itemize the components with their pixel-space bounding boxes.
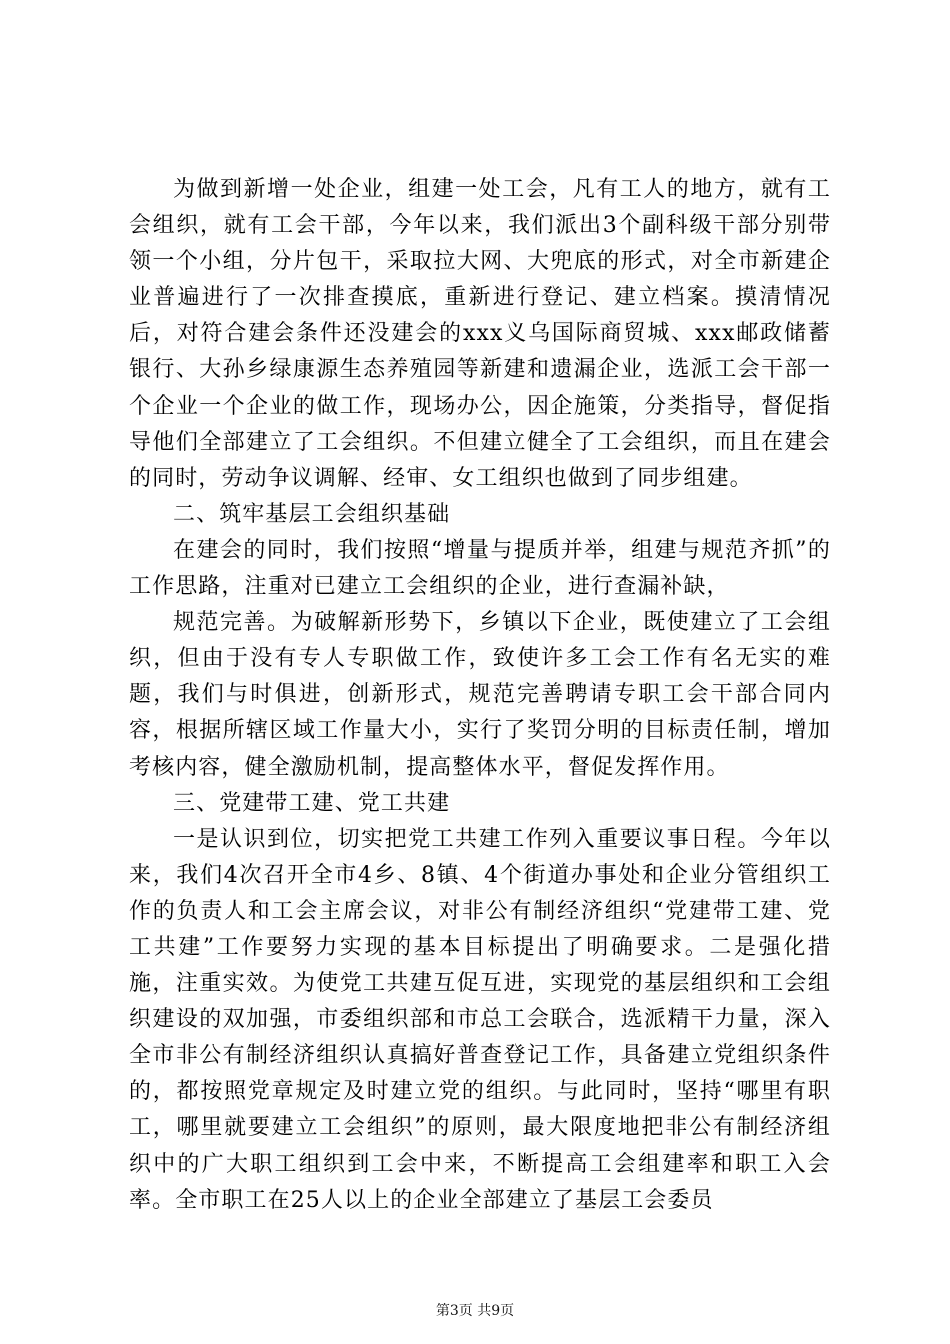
- body-paragraph: 一是认识到位，切实把党工共建工作列入重要议事日程。今年以来，我们4次召开全市4乡、8镇、4个街道办事处和企业分管组织工作的负责人和工会主席会议，对非公有制经济组织“党建带工建、党工共建”工作要努力实现的基本目标提出了明确要求。二是强化措施，注重实效。为使党工共建互促互进，实现党的基层组织和工会组织建设的双加强，市委组织部和市总工会联合，选派精干力量，深入全市非公有制经济组织认真搞好普查登记工作，具备建立党组织条件的，都按照党章规定及时建立党的组织。与此同时，坚持“哪里有职工，哪里就要建立工会组织”的原则，最大限度地把非公有制经济组织中的广大职工组织到工会中来，不断提高工会组建率和职工入会率。全市职工在25人以上的企业全部建立了基层工会委员: [129, 826, 831, 1213]
- section-heading: 二、筑牢基层工会组织基础: [173, 501, 451, 527]
- body-paragraph: 为做到新增一处企业，组建一处工会，凡有工人的地方，就有工会组织，就有工会干部，今年以来，我们派出3个副科级干部分别带领一个小组，分片包干，采取拉大网、大兜底的形式，对全市新建企业普遍进行了一次排查摸底，重新进行登记、建立档案。摸清情况后，对符合建会条件还没建会的xxx义乌国际商贸城、xxx邮政储蓄银行、大孙乡绿康源生态养殖园等新建和遗漏企业，选派工会干部一个企业一个企业的做工作，现场办公，因企施策，分类指导，督促指导他们全部建立了工会组织。不但建立健全了工会组织，而且在建会的同时，劳动争议调解、经审、女工组织也做到了同步组建。: [129, 177, 831, 491]
- section-heading: 三、党建带工建、党工共建: [173, 790, 451, 816]
- document-body: [129, 172, 831, 1219]
- body-paragraph: 规范完善。为破解新形势下，乡镇以下企业，既使建立了工会组织，但由于没有专人专职做工作，致使许多工会工作有名无实的难题，我们与时俱进，创新形式，规范完善聘请专职工会干部合同内容，根据所辖区域工作量大小，实行了奖罚分明的目标责任制，增加考核内容，健全激励机制，提高整体水平，督促发挥作用。: [129, 610, 831, 780]
- page-footer: [0, 1302, 950, 1320]
- body-paragraph: 在建会的同时，我们按照“增量与提质并举，组建与规范齐抓”的工作思路，注重对已建立工会组织的企业，进行查漏补缺，: [129, 537, 831, 600]
- page-number: 第3页: [435, 1303, 473, 1319]
- page-total: 共9页: [477, 1303, 515, 1319]
